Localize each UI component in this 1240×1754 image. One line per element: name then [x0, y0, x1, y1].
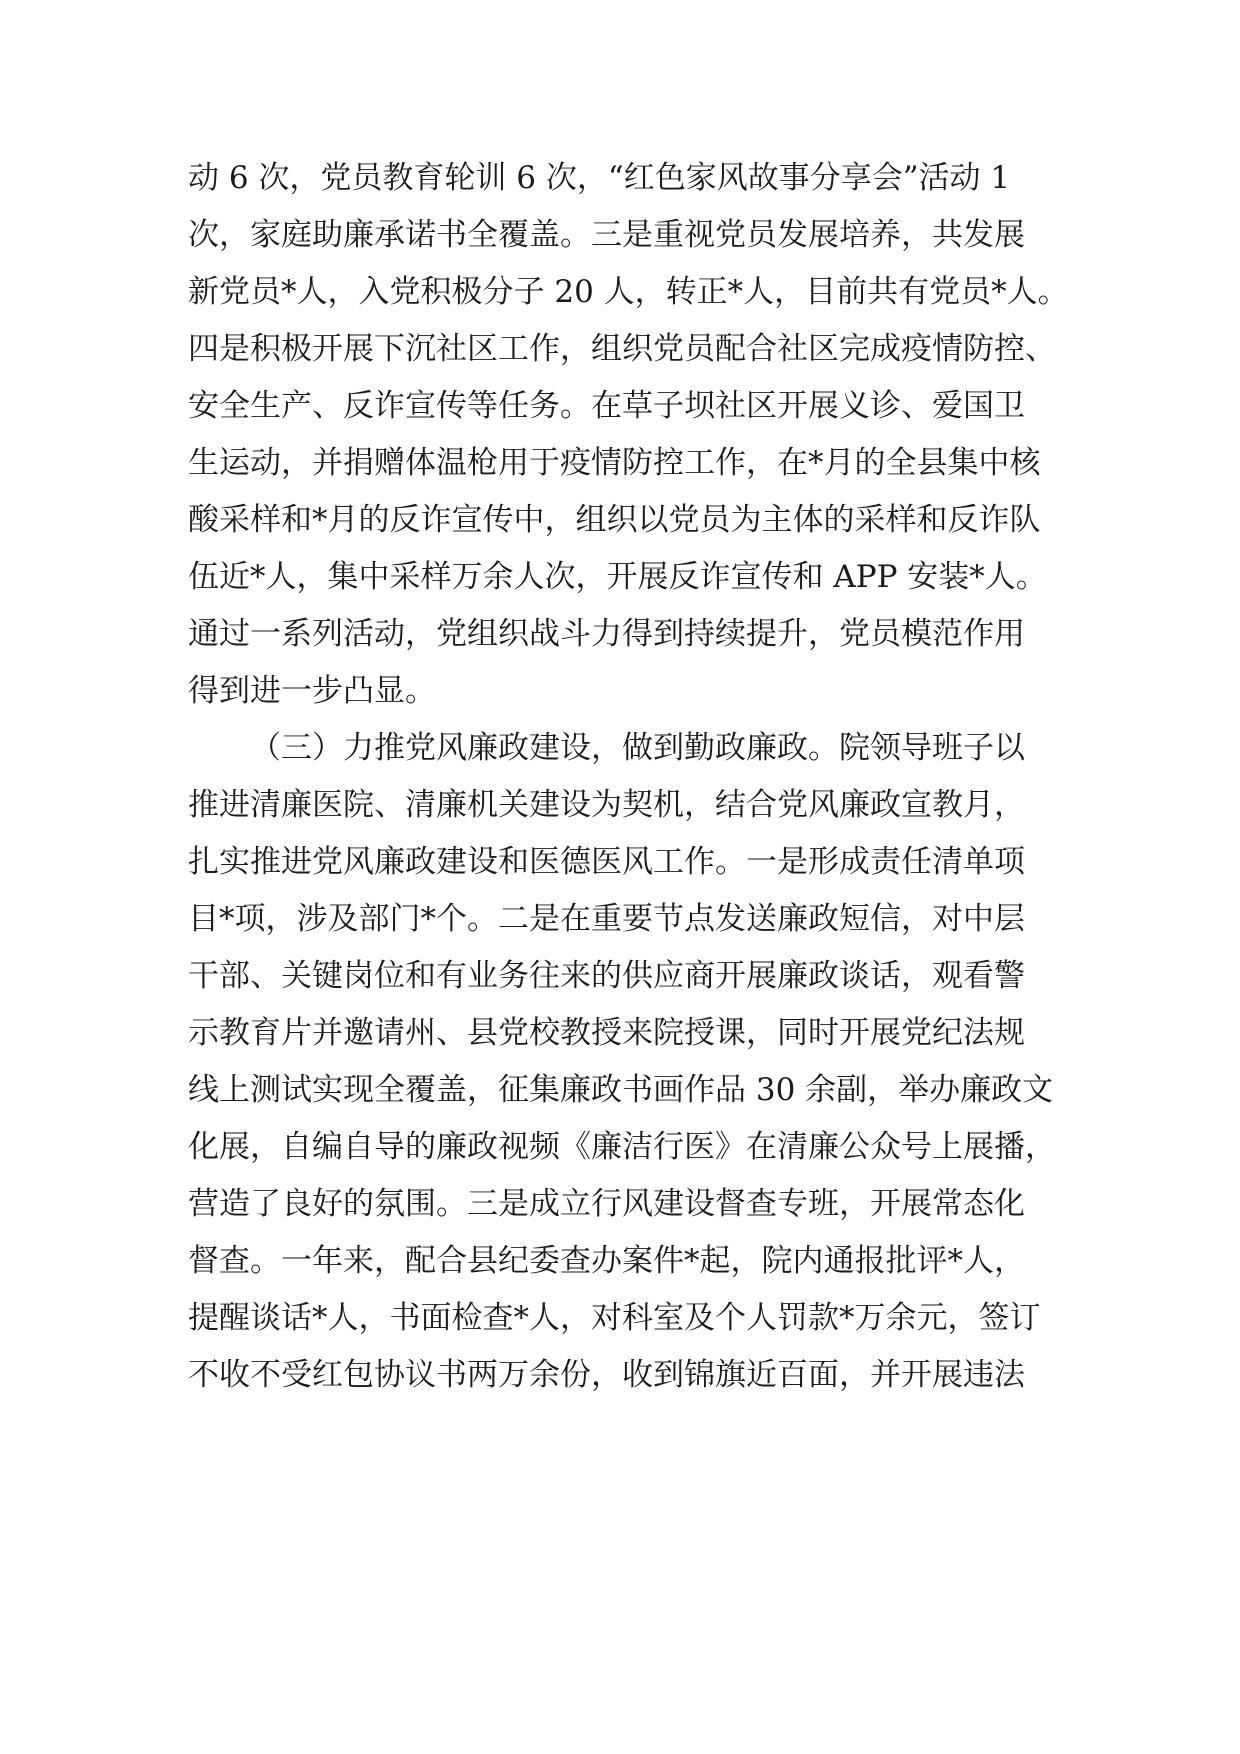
section-heading-line: （三）力推党风廉政建设，做到勤政廉政。院领导班子以: [250, 730, 1025, 766]
paragraph-2-line: 营造了良好的氛围。三是成立行风建设督查专班，开展常态化: [188, 1186, 1025, 1222]
paragraph-1-line: 生运动，并捐赠体温枪用于疫情防控工作，在*月的全县集中核: [188, 445, 1041, 481]
paragraph-1-line: 得到进一步凸显。: [188, 673, 436, 709]
paragraph-2-line: 扎实推进党风廉政建设和医德医风工作。一是形成责任清单项: [188, 844, 1025, 880]
paragraph-2-line: 线上测试实现全覆盖，征集廉政书画作品 30 余副，举办廉政文: [188, 1072, 1054, 1108]
paragraph-2-line: 推进清廉医院、清廉机关建设为契机，结合党风廉政宣教月，: [188, 787, 1025, 823]
paragraph-2-line: 督查。一年来，配合县纪委查办案件*起，院内通报批评*人，: [188, 1243, 1025, 1279]
paragraph-1-line: 新党员*人，入党积极分子 20 人，转正*人，目前共有党员*人。: [188, 274, 1069, 310]
paragraph-1-line: 酸采样和*月的反诈宣传中，组织以党员为主体的采样和反诈队: [188, 502, 1041, 538]
paragraph-2-line: 目*项，涉及部门*个。二是在重要节点发送廉政短信，对中层: [188, 901, 1025, 937]
paragraph-1-line: 动 6 次，党员教育轮训 6 次，“红色家风故事分享会”活动 1: [188, 160, 1011, 196]
paragraph-1-line: 四是积极开展下沉社区工作，组织党员配合社区完成疫情防控、: [188, 331, 1056, 367]
paragraph-2-line: 不收不受红包协议书两万余份，收到锦旗近百面，并开展违法: [188, 1357, 1025, 1393]
paragraph-2-line: 化展，自编自导的廉政视频《廉洁行医》在清廉公众号上展播，: [188, 1129, 1056, 1165]
paragraph-2-line: 提醒谈话*人，书面检查*人，对科室及个人罚款*万余元，签订: [188, 1300, 1041, 1336]
paragraph-1-line: 通过一系列活动，党组织战斗力得到持续提升，党员模范作用: [188, 616, 1025, 652]
paragraph-1-line: 安全生产、反诈宣传等任务。在草子坝社区开展义诊、爱国卫: [188, 388, 1025, 424]
paragraph-1-line: 伍近*人，集中采样万余人次，开展反诈宣传和 APP 安装*人。: [188, 559, 1047, 595]
paragraph-1-line: 次，家庭助廉承诺书全覆盖。三是重视党员发展培养，共发展: [188, 217, 1025, 253]
paragraph-2-line: 示教育片并邀请州、县党校教授来院授课，同时开展党纪法规: [188, 1015, 1025, 1051]
paragraph-2-line: 干部、关键岗位和有业务往来的供应商开展廉政谈话，观看警: [188, 958, 1025, 994]
